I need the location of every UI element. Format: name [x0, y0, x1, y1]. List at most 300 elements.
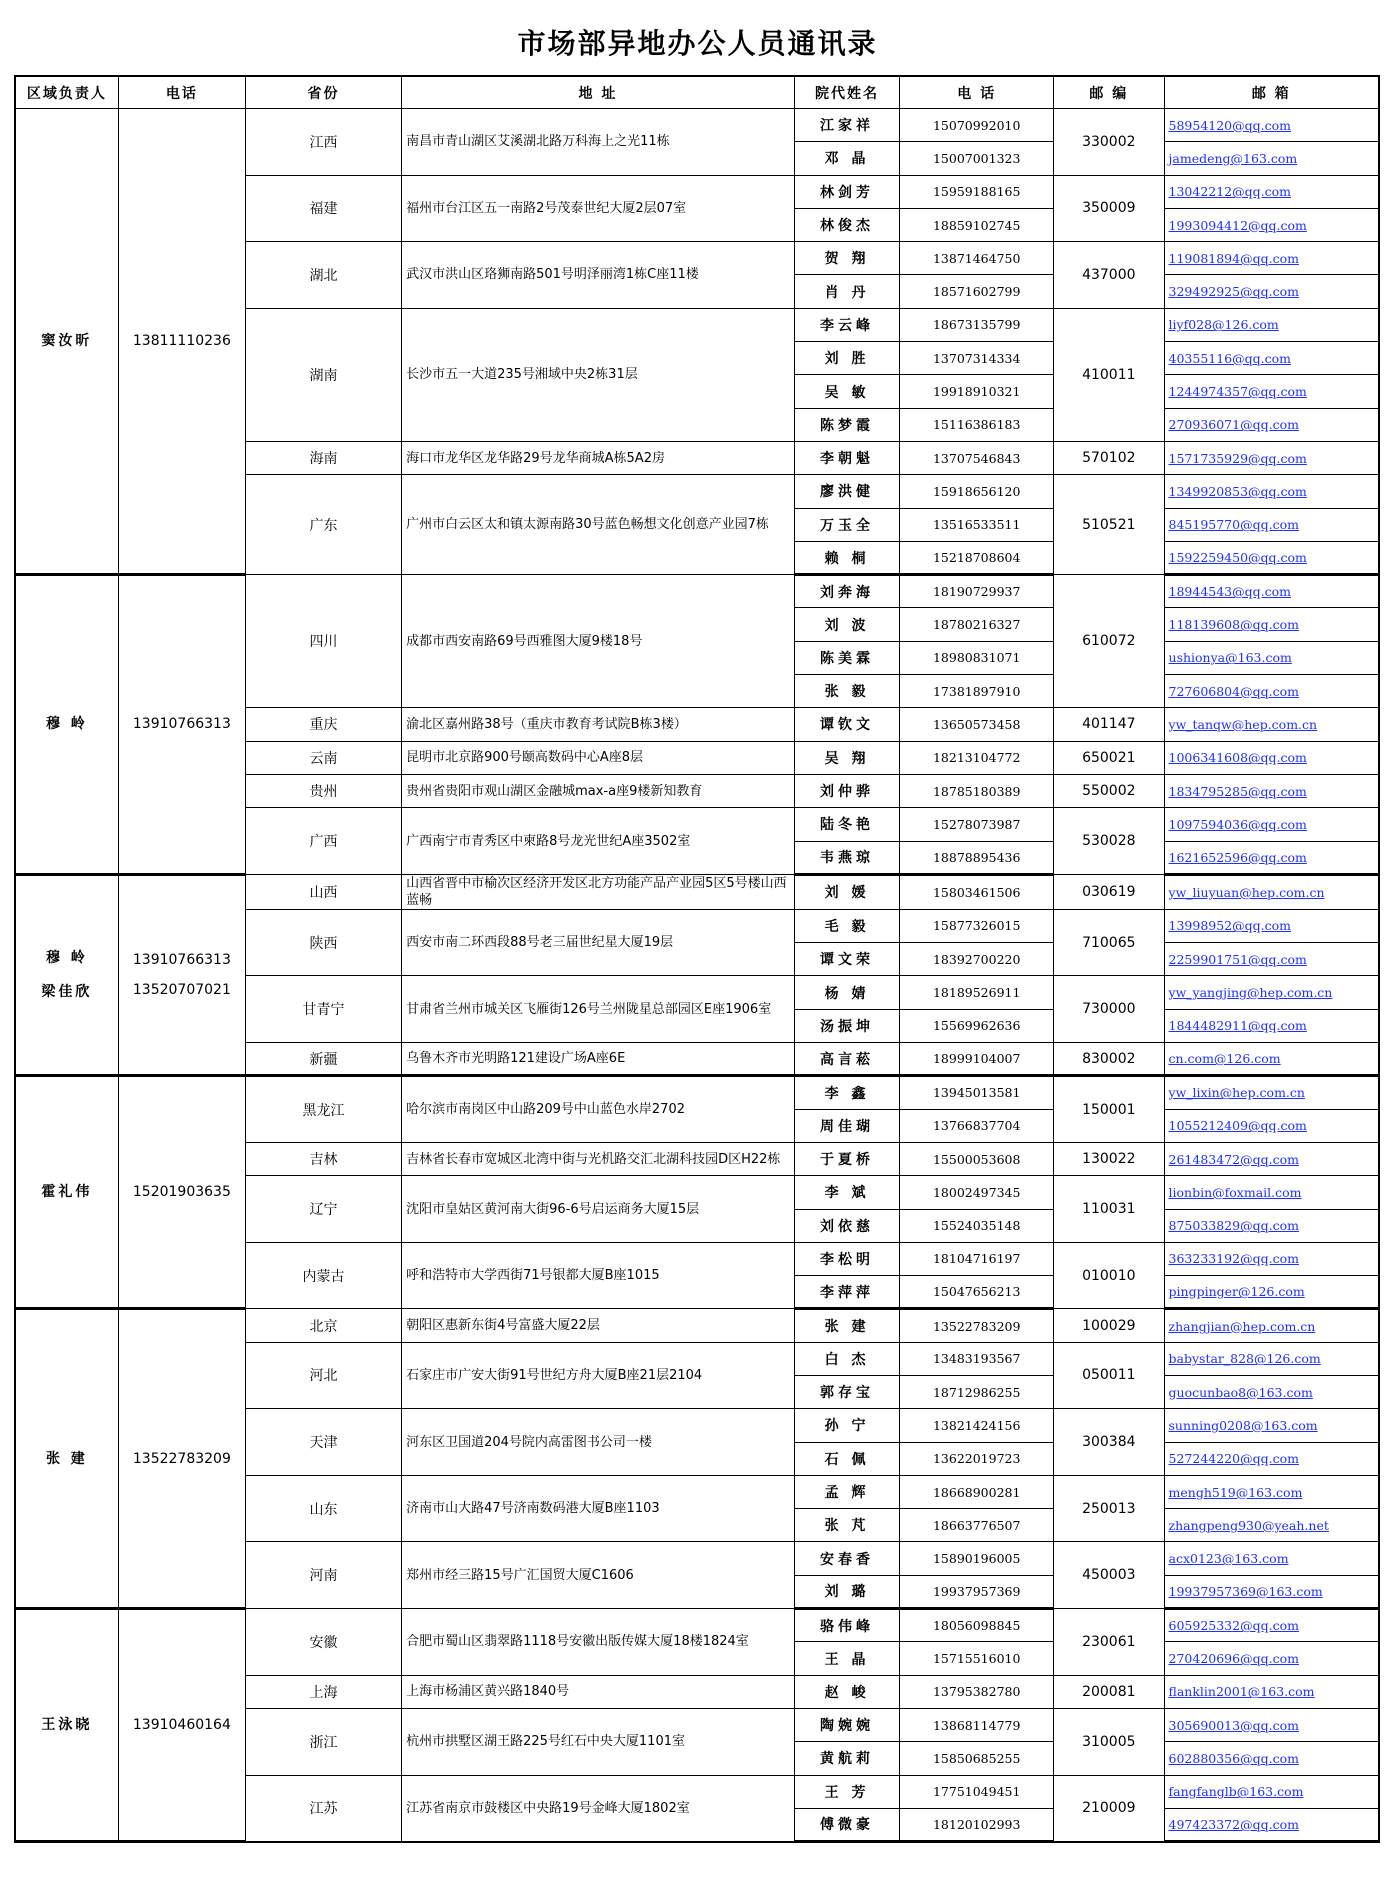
address-cell: 西安市南二环西段88号老三届世纪星大厦19层 [402, 909, 795, 976]
email-cell [1164, 1742, 1379, 1775]
address-cell: 贵州省贵阳市观山湖区金融城max-a座9楼新知教育 [402, 774, 795, 807]
rep-name-cell: 李云峰 [794, 308, 900, 341]
zip-cell: 010010 [1054, 1242, 1164, 1309]
province-cell: 安徽 [246, 1609, 402, 1676]
rep-phone-cell: 15007001323 [900, 142, 1054, 175]
region-manager-name: 王泳晓 [41, 1717, 93, 1734]
contact-table [14, 75, 1380, 1843]
header-province: 省份 [246, 76, 402, 109]
rep-phone-cell: 15070992010 [900, 109, 1054, 142]
rep-name-cell: 刘 璐 [794, 1575, 900, 1608]
email-cell [1164, 342, 1379, 375]
province-cell: 甘青宁 [246, 976, 402, 1043]
email-cell [1164, 1276, 1379, 1309]
rep-name-cell: 孟 辉 [794, 1475, 900, 1508]
rep-name-cell: 傅微豪 [794, 1808, 900, 1841]
email-link[interactable]: yw_tanqw@hep.com.cn [1168, 716, 1318, 732]
address-cell: 朝阳区惠新东街4号富盛大厦22层 [402, 1309, 795, 1342]
email-link[interactable]: jamedeng@163.com [1168, 150, 1298, 166]
address-cell: 广西南宁市青秀区中柬路8号龙光世纪A座3502室 [402, 808, 795, 875]
email-link[interactable]: acx0123@163.com [1168, 1551, 1289, 1567]
region-manager-cell [15, 1076, 118, 1309]
email-cell [1164, 1375, 1379, 1408]
rep-phone-cell: 13766837704 [900, 1109, 1054, 1142]
table-body [15, 109, 1379, 1842]
rep-name-cell: 邓 晶 [794, 142, 900, 175]
email-link[interactable]: 497423372@qq.com [1168, 1816, 1299, 1832]
rep-phone-cell: 17381897910 [900, 675, 1054, 708]
rep-phone-cell: 13522783209 [900, 1309, 1054, 1342]
email-cell [1164, 1509, 1379, 1542]
rep-name-cell: 李 鑫 [794, 1076, 900, 1109]
zip-cell: 250013 [1054, 1475, 1164, 1542]
rep-phone-cell: 18663776507 [900, 1509, 1054, 1542]
email-link[interactable]: 119081894@qq.com [1168, 250, 1299, 266]
region-manager-phone: 13910766313 [132, 952, 231, 969]
address-cell: 南昌市青山湖区艾溪湖北路万科海上之光11栋 [402, 109, 795, 176]
address-cell: 广州市白云区太和镇太源南路30号蓝色畅想文化创意产业园7栋 [402, 475, 795, 575]
rep-phone-cell: 15569962636 [900, 1009, 1054, 1042]
rep-phone-cell: 13622019723 [900, 1442, 1054, 1475]
address-cell: 吉林省长春市宽城区北湾中街与光机路交汇北湖科技园D区H22栋 [402, 1142, 795, 1175]
email-cell [1164, 1009, 1379, 1042]
province-cell: 上海 [246, 1675, 402, 1708]
email-link[interactable]: zhangjian@hep.com.cn [1168, 1318, 1316, 1334]
email-link[interactable]: guocunbao8@163.com [1168, 1384, 1313, 1400]
zip-cell: 570102 [1054, 441, 1164, 474]
region-manager-name: 梁佳欣 [41, 984, 93, 1001]
email-link[interactable]: babystar_828@126.com [1168, 1351, 1321, 1367]
rep-name-cell: 安春香 [794, 1542, 900, 1575]
rep-phone-cell: 18712986255 [900, 1375, 1054, 1408]
rep-name-cell: 于夏桥 [794, 1142, 900, 1175]
region-manager-cell [15, 1609, 118, 1842]
zip-cell: 210009 [1054, 1775, 1164, 1842]
rep-phone-cell: 15877326015 [900, 909, 1054, 942]
email-link[interactable]: 329492925@qq.com [1168, 284, 1299, 300]
rep-phone-cell: 13483193567 [900, 1342, 1054, 1375]
province-cell: 河南 [246, 1542, 402, 1609]
email-cell [1164, 142, 1379, 175]
rep-phone-cell: 18002497345 [900, 1176, 1054, 1209]
email-link[interactable]: pingpinger@126.com [1168, 1284, 1305, 1300]
header-row [15, 76, 1379, 109]
header-manager-phone: 电话 [118, 76, 245, 109]
rep-name-cell: 孙 宁 [794, 1409, 900, 1442]
rep-phone-cell: 15524035148 [900, 1209, 1054, 1242]
email-cell [1164, 741, 1379, 774]
rep-phone-cell: 15959188165 [900, 175, 1054, 208]
address-cell: 福州市台江区五一南路2号茂泰世纪大厦2层07室 [402, 175, 795, 242]
rep-name-cell: 赖 桐 [794, 541, 900, 574]
zip-cell: 650021 [1054, 741, 1164, 774]
rep-name-cell: 李萍萍 [794, 1276, 900, 1309]
province-cell: 辽宁 [246, 1176, 402, 1243]
email-cell [1164, 675, 1379, 708]
email-link[interactable]: 1993094412@qq.com [1168, 217, 1307, 233]
rep-phone-cell: 15918656120 [900, 475, 1054, 508]
rep-phone-cell: 18571602799 [900, 275, 1054, 308]
rep-phone-cell: 18673135799 [900, 308, 1054, 341]
email-cell [1164, 1109, 1379, 1142]
header-manager: 区域负责人 [15, 76, 118, 109]
rep-name-cell: 汤振坤 [794, 1009, 900, 1042]
email-link[interactable]: fangfanglb@163.com [1168, 1784, 1304, 1800]
address-cell: 河东区卫国道204号院内高雷图书公司一楼 [402, 1409, 795, 1476]
province-cell: 湖南 [246, 308, 402, 441]
email-link[interactable]: 602880356@qq.com [1168, 1750, 1299, 1766]
email-link[interactable]: sunning0208@163.com [1168, 1417, 1318, 1433]
table-row [15, 1309, 1379, 1342]
email-link[interactable]: 1055212409@qq.com [1168, 1118, 1307, 1134]
email-link[interactable]: cn.com@126.com [1168, 1051, 1281, 1067]
address-cell: 成都市西安南路69号西雅图大厦9楼18号 [402, 575, 795, 708]
rep-name-cell: 郭存宝 [794, 1375, 900, 1408]
rep-name-cell: 谭钦文 [794, 708, 900, 741]
header-zip: 邮 编 [1054, 76, 1164, 109]
zip-cell: 550002 [1054, 774, 1164, 807]
zip-cell: 530028 [1054, 808, 1164, 875]
rep-name-cell: 肖 丹 [794, 275, 900, 308]
rep-name-cell: 李 斌 [794, 1176, 900, 1209]
email-cell [1164, 1575, 1379, 1608]
email-cell [1164, 109, 1379, 142]
email-cell [1164, 943, 1379, 976]
rep-name-cell: 林俊杰 [794, 208, 900, 241]
email-cell [1164, 909, 1379, 942]
address-cell: 沈阳市皇姑区黄河南大街96-6号启运商务大厦15层 [402, 1176, 795, 1243]
email-link[interactable]: 270936071@qq.com [1168, 417, 1299, 433]
rep-name-cell: 陈美霖 [794, 641, 900, 674]
address-cell: 合肥市蜀山区翡翠路1118号安徽出版传媒大厦18楼1824室 [402, 1609, 795, 1676]
email-link[interactable]: 18944543@qq.com [1168, 584, 1291, 600]
email-cell [1164, 1342, 1379, 1375]
email-cell [1164, 1708, 1379, 1741]
rep-phone-cell: 19918910321 [900, 375, 1054, 408]
email-link[interactable]: 13998952@qq.com [1168, 918, 1291, 934]
email-link[interactable]: 40355116@qq.com [1168, 350, 1291, 366]
email-cell [1164, 1475, 1379, 1508]
region-manager-phone-cell [118, 109, 245, 575]
rep-name-cell: 杨 婧 [794, 976, 900, 1009]
email-link[interactable]: zhangpeng930@yeah.net [1168, 1517, 1329, 1533]
email-link[interactable]: 1244974357@qq.com [1168, 384, 1307, 400]
zip-cell: 401147 [1054, 708, 1164, 741]
address-cell: 哈尔滨市南岗区中山路209号中山蓝色水岸2702 [402, 1076, 795, 1143]
email-link[interactable]: 1571735929@qq.com [1168, 450, 1307, 466]
email-link[interactable]: lionbin@foxmail.com [1168, 1184, 1302, 1200]
email-link[interactable]: yw_liuyuan@hep.com.cn [1168, 884, 1325, 900]
address-cell: 渝北区嘉州路38号（重庆市教育考试院B栋3楼） [402, 708, 795, 741]
rep-phone-cell: 15500053608 [900, 1142, 1054, 1175]
province-cell: 四川 [246, 575, 402, 708]
zip-cell: 100029 [1054, 1309, 1164, 1342]
rep-phone-cell: 18999104007 [900, 1043, 1054, 1076]
province-cell: 内蒙古 [246, 1242, 402, 1309]
header-address: 地 址 [402, 76, 795, 109]
email-link[interactable]: 1006341608@qq.com [1168, 750, 1307, 766]
zip-cell: 510521 [1054, 475, 1164, 575]
rep-name-cell: 李松明 [794, 1242, 900, 1275]
province-cell: 贵州 [246, 774, 402, 807]
rep-phone-cell: 18668900281 [900, 1475, 1054, 1508]
email-link[interactable]: liyf028@126.com [1168, 317, 1279, 333]
email-link[interactable]: 1097594036@qq.com [1168, 816, 1307, 832]
rep-name-cell: 李朝魁 [794, 441, 900, 474]
rep-name-cell: 贺 翔 [794, 242, 900, 275]
email-link[interactable]: 363233192@qq.com [1168, 1251, 1299, 1267]
rep-phone-cell: 18104716197 [900, 1242, 1054, 1275]
rep-phone-cell: 17751049451 [900, 1775, 1054, 1808]
email-cell [1164, 1675, 1379, 1708]
rep-phone-cell: 15278073987 [900, 808, 1054, 841]
zip-cell: 150001 [1054, 1076, 1164, 1143]
rep-phone-cell: 15218708604 [900, 541, 1054, 574]
rep-name-cell: 谭文荣 [794, 943, 900, 976]
email-link[interactable]: yw_lixin@hep.com.cn [1168, 1085, 1305, 1101]
address-cell: 上海市杨浦区黄兴路1840号 [402, 1675, 795, 1708]
province-cell: 云南 [246, 741, 402, 774]
rep-name-cell: 陶婉婉 [794, 1708, 900, 1741]
province-cell: 新疆 [246, 1043, 402, 1076]
email-cell [1164, 976, 1379, 1009]
zip-cell: 230061 [1054, 1609, 1164, 1676]
rep-name-cell: 刘仲骅 [794, 774, 900, 807]
email-link[interactable]: 261483472@qq.com [1168, 1151, 1299, 1167]
rep-name-cell: 江家祥 [794, 109, 900, 142]
province-cell: 黑龙江 [246, 1076, 402, 1143]
rep-name-cell: 高言菘 [794, 1043, 900, 1076]
address-cell: 海口市龙华区龙华路29号龙华商城A栋5A2房 [402, 441, 795, 474]
email-link[interactable]: 845195770@qq.com [1168, 517, 1299, 533]
zip-cell: 350009 [1054, 175, 1164, 242]
province-cell: 山东 [246, 1475, 402, 1542]
rep-name-cell: 韦燕琼 [794, 841, 900, 874]
table-row [15, 575, 1379, 608]
region-manager-phone-cell [118, 1076, 245, 1309]
region-manager-name: 窦汝昕 [41, 333, 93, 350]
address-cell: 郑州市经三路15号广汇国贸大厦C1606 [402, 1542, 795, 1609]
rep-phone-cell: 13516533511 [900, 508, 1054, 541]
province-cell: 陕西 [246, 909, 402, 976]
email-link[interactable]: 1621652596@qq.com [1168, 849, 1307, 865]
email-cell [1164, 308, 1379, 341]
rep-phone-cell: 18780216327 [900, 608, 1054, 641]
table-row [15, 109, 1379, 142]
email-cell [1164, 841, 1379, 874]
region-manager-phone-cell [118, 1309, 245, 1609]
email-cell [1164, 375, 1379, 408]
email-cell [1164, 1309, 1379, 1342]
region-manager-name: 张 建 [45, 1450, 88, 1467]
rep-phone-cell: 18859102745 [900, 208, 1054, 241]
rep-phone-cell: 18980831071 [900, 641, 1054, 674]
email-link[interactable]: 13042212@qq.com [1168, 184, 1291, 200]
region-manager-cell [15, 109, 118, 575]
region-manager-phone-cell [118, 874, 245, 1075]
province-cell: 浙江 [246, 1708, 402, 1775]
region-manager-cell [15, 575, 118, 875]
email-link[interactable]: 270420696@qq.com [1168, 1651, 1299, 1666]
header-phone: 电 话 [900, 76, 1054, 109]
province-cell: 江西 [246, 109, 402, 176]
zip-cell: 050011 [1054, 1342, 1164, 1409]
email-cell [1164, 275, 1379, 308]
zip-cell: 410011 [1054, 308, 1164, 441]
rep-phone-cell: 13795382780 [900, 1675, 1054, 1708]
email-cell [1164, 608, 1379, 641]
rep-name-cell: 张 建 [794, 1309, 900, 1342]
rep-name-cell: 刘 波 [794, 608, 900, 641]
province-cell: 广东 [246, 475, 402, 575]
email-link[interactable]: 19937957369@163.com [1168, 1583, 1323, 1599]
rep-phone-cell: 13707314334 [900, 342, 1054, 375]
province-cell: 江苏 [246, 1775, 402, 1842]
email-link[interactable]: flanklin2001@163.com [1168, 1684, 1315, 1700]
rep-name-cell: 张 毅 [794, 675, 900, 708]
email-link[interactable]: 118139608@qq.com [1168, 617, 1299, 633]
zip-cell: 110031 [1054, 1176, 1164, 1243]
region-manager-phone: 13811110236 [132, 333, 231, 350]
region-manager-phone-cell [118, 575, 245, 875]
province-cell: 湖北 [246, 242, 402, 309]
rep-phone-cell: 15116386183 [900, 408, 1054, 441]
rep-name-cell: 石 佩 [794, 1442, 900, 1475]
address-cell: 杭州市拱墅区湖王路225号红石中央大厦1101室 [402, 1708, 795, 1775]
email-cell [1164, 175, 1379, 208]
email-link[interactable]: 2259901751@qq.com [1168, 951, 1307, 967]
email-link[interactable]: 305690013@qq.com [1168, 1717, 1299, 1733]
rep-phone-cell: 18190729937 [900, 575, 1054, 608]
email-cell [1164, 708, 1379, 741]
email-link[interactable]: 1592259450@qq.com [1168, 550, 1307, 565]
region-manager-name: 穆 岭 [45, 950, 88, 967]
rep-name-cell: 万玉全 [794, 508, 900, 541]
header-rep-name: 院代姓名 [794, 76, 900, 109]
region-manager-phone-cell [118, 1609, 245, 1842]
province-cell: 重庆 [246, 708, 402, 741]
rep-phone-cell: 13868114779 [900, 1708, 1054, 1741]
email-link[interactable]: mengh519@163.com [1168, 1484, 1303, 1500]
email-cell [1164, 1642, 1379, 1675]
rep-phone-cell: 15803461506 [900, 874, 1054, 909]
email-cell [1164, 874, 1379, 909]
region-manager-phone: 13522783209 [132, 1450, 231, 1467]
rep-phone-cell: 15890196005 [900, 1542, 1054, 1575]
email-cell [1164, 1076, 1379, 1109]
email-link[interactable]: 58954120@qq.com [1168, 117, 1291, 133]
rep-name-cell: 赵 峻 [794, 1675, 900, 1708]
province-cell: 广西 [246, 808, 402, 875]
rep-phone-cell: 13707546843 [900, 441, 1054, 474]
rep-phone-cell: 18785180389 [900, 774, 1054, 807]
region-manager-cell [15, 1309, 118, 1609]
table-row [15, 1076, 1379, 1109]
rep-name-cell: 吴 敏 [794, 375, 900, 408]
province-cell: 海南 [246, 441, 402, 474]
zip-cell: 710065 [1054, 909, 1164, 976]
rep-phone-cell: 18120102993 [900, 1808, 1054, 1841]
email-link[interactable]: 727606804@qq.com [1168, 683, 1299, 699]
email-cell [1164, 774, 1379, 807]
email-cell [1164, 1775, 1379, 1808]
region-manager-phone: 15201903635 [132, 1184, 231, 1201]
province-cell: 吉林 [246, 1142, 402, 1175]
email-cell [1164, 475, 1379, 508]
region-manager-phone: 13910460164 [132, 1717, 231, 1734]
email-cell [1164, 208, 1379, 241]
rep-name-cell: 刘依慈 [794, 1209, 900, 1242]
address-cell: 乌鲁木齐市光明路121建设广场A座6E [402, 1043, 795, 1076]
rep-phone-cell: 15850685255 [900, 1742, 1054, 1775]
address-cell: 甘肃省兰州市城关区飞雁街126号兰州陇星总部园区E座1906室 [402, 976, 795, 1043]
region-manager-cell [15, 874, 118, 1075]
address-cell: 昆明市北京路900号颐高数码中心A座8层 [402, 741, 795, 774]
rep-name-cell: 骆伟峰 [794, 1609, 900, 1642]
rep-phone-cell: 13871464750 [900, 242, 1054, 275]
rep-phone-cell: 13945013581 [900, 1076, 1054, 1109]
zip-cell: 450003 [1054, 1542, 1164, 1609]
email-cell [1164, 641, 1379, 674]
province-cell: 山西 [246, 874, 402, 909]
rep-phone-cell: 18056098845 [900, 1609, 1054, 1642]
rep-name-cell: 白 杰 [794, 1342, 900, 1375]
address-cell: 呼和浩特市大学西街71号银都大厦B座1015 [402, 1242, 795, 1309]
address-cell: 长沙市五一大道235号湘域中央2栋31层 [402, 308, 795, 441]
rep-phone-cell: 18392700220 [900, 943, 1054, 976]
email-cell [1164, 1142, 1379, 1175]
rep-name-cell: 吴 翔 [794, 741, 900, 774]
rep-phone-cell: 18878895436 [900, 841, 1054, 874]
province-cell: 天津 [246, 1409, 402, 1476]
email-link[interactable]: 1349920853@qq.com [1168, 483, 1307, 499]
address-cell: 江苏省南京市鼓楼区中央路19号金峰大厦1802室 [402, 1775, 795, 1842]
rep-phone-cell: 13821424156 [900, 1409, 1054, 1442]
province-cell: 北京 [246, 1309, 402, 1342]
region-manager-name: 霍礼伟 [41, 1184, 93, 1201]
email-link[interactable]: 1834795285@qq.com [1168, 783, 1307, 799]
email-link[interactable]: ushionya@163.com [1168, 650, 1292, 666]
zip-cell: 200081 [1054, 1675, 1164, 1708]
email-link[interactable]: 605925332@qq.com [1168, 1618, 1299, 1634]
zip-cell: 030619 [1054, 874, 1164, 909]
address-cell: 济南市山大路47号济南数码港大厦B座1103 [402, 1475, 795, 1542]
zip-cell: 300384 [1054, 1409, 1164, 1476]
email-link[interactable]: 875033829@qq.com [1168, 1218, 1299, 1234]
rep-name-cell: 周佳瑚 [794, 1109, 900, 1142]
rep-name-cell: 王 芳 [794, 1775, 900, 1808]
email-link[interactable]: 1844482911@qq.com [1168, 1018, 1307, 1034]
rep-name-cell: 刘奔海 [794, 575, 900, 608]
email-link[interactable]: 527244220@qq.com [1168, 1451, 1299, 1467]
header-email: 邮 箱 [1164, 76, 1379, 109]
email-link[interactable]: yw_yangjing@hep.com.cn [1168, 985, 1333, 1001]
table-row [15, 874, 1379, 909]
rep-phone-cell: 13650573458 [900, 708, 1054, 741]
email-cell [1164, 1442, 1379, 1475]
zip-cell: 730000 [1054, 976, 1164, 1043]
email-cell [1164, 808, 1379, 841]
email-cell [1164, 1043, 1379, 1076]
rep-name-cell: 廖洪健 [794, 475, 900, 508]
email-cell [1164, 1409, 1379, 1442]
zip-cell: 310005 [1054, 1708, 1164, 1775]
zip-cell: 130022 [1054, 1142, 1164, 1175]
zip-cell: 330002 [1054, 109, 1164, 176]
address-cell: 山西省晋中市榆次区经济开发区北方功能产品产业园5区5号楼山西蓝畅 [402, 874, 795, 909]
rep-phone-cell: 19937957369 [900, 1575, 1054, 1608]
rep-phone-cell: 18213104772 [900, 741, 1054, 774]
